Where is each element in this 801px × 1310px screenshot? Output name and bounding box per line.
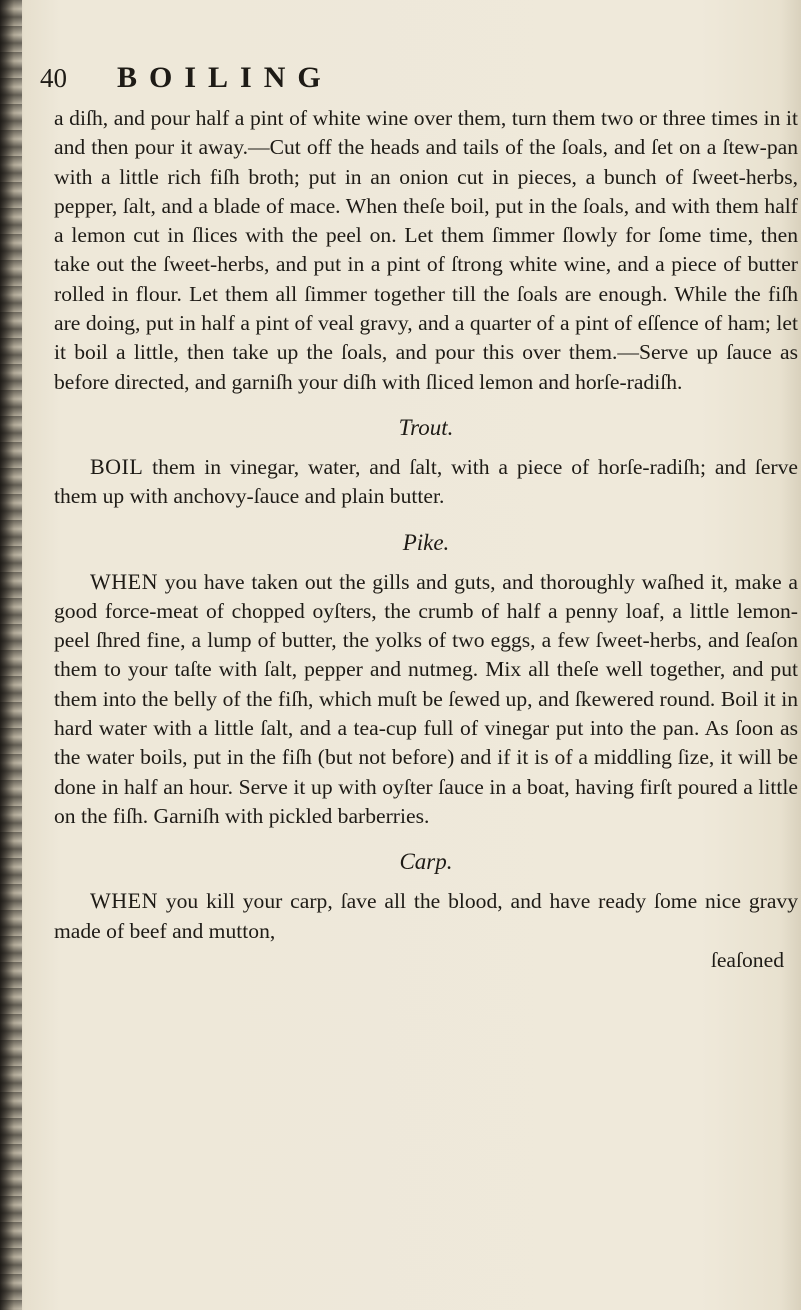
recipe-title-pike: Pike. xyxy=(402,529,450,555)
recipe-title-trout: Trout. xyxy=(398,414,454,440)
page-number: 40 xyxy=(40,63,67,93)
recipe-text: them in vinegar, water, and ſalt, with a piece of horſe-radiſh; and ſerve them up with anchovy-ſauce and plain butter. xyxy=(54,454,798,509)
binding-gutter xyxy=(0,0,22,1310)
recipe-first-word: WHEN xyxy=(90,888,158,914)
page-body xyxy=(54,104,798,975)
catchword: ſeaſoned xyxy=(710,947,784,972)
recipe-title-carp: Carp. xyxy=(399,849,453,875)
page-header xyxy=(40,58,600,98)
recipe-paragraph-pike xyxy=(54,567,798,832)
recipe-first-word: WHEN xyxy=(90,568,158,594)
recipe-text: you kill your carp, ſave all the blood, and have ready ſome nice gravy made of beef and mutton, xyxy=(54,889,798,943)
continued-paragraph: a diſh, and pour half a pint of white wine over them, turn them two or three times in it and then pour it away.—Cut off the heads and tails of the ſoals, and ſet on a ſtew-pan with a little rich fiſh broth; put in an onion cut in pieces, a bunch of ſweet-herbs, pepper, ſalt, and a blade of mace. When theſe boil, put in the ſoals, and with them half a lemon cut in ſlices with the peel on. Let them ſimmer ſlowly for ſome time, then take out the ſweet-herbs, and put in a pint of ſtrong white wine, and a piece of butter rolled in flour. Let them all ſimmer together till the ſoals are enough. While the fiſh are doing, put in half a pint of veal gravy, and a quarter of a pint of eſſence of ham; let it boil a little, then take up the ſoals, and pour this over them.—Serve up ſauce as before directed, and garniſh your diſh with ſliced lemon and horſe-radiſh. xyxy=(54,106,798,394)
recipe-paragraph-trout xyxy=(54,452,798,512)
running-head: BOILING xyxy=(117,61,333,94)
recipe-text: you have taken out the gills and guts, and thoroughly waſhed it, make a good force-meat of chopped oyſters, the crumb of half a penny loaf, a little lemon-peel ſhred fine, a lump of butter, the yolks of two eggs, a few ſweet-herbs, and ſeaſon them to your taſte with ſalt, pepper and nutmeg. Mix all theſe well together, and put them into the belly of the fiſh, which muſt be ſewed up, and ſkewered round. Boil it in hard water with a little ſalt, and a tea-cup full of vinegar put into the pan. As ſoon as the water boils, put in the fiſh (but not before) and if it is of a middling ſize, it will be done in half an hour. Serve it up with oyſter ſauce in a boat, having firſt poured a little on the fiſh. Garniſh with pickled barberries. xyxy=(54,569,798,828)
recipe-paragraph-carp xyxy=(54,886,798,946)
recipe-first-word: BOIL xyxy=(90,453,144,479)
